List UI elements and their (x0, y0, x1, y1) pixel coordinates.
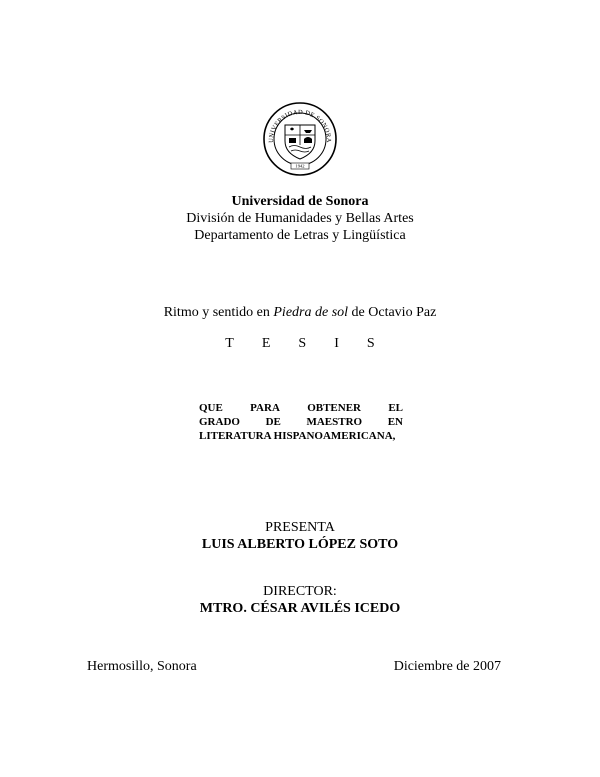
director-block (0, 583, 600, 617)
purpose-word: DE (265, 416, 281, 428)
seal-ring-text: UNIVERSIDAD DE SONORA (267, 108, 333, 143)
purpose-word: LITERATURA HISPANOAMERICANA, (199, 430, 396, 442)
purpose-word: EN (387, 416, 403, 428)
title-prefix: Ritmo y sentido en (163, 305, 274, 320)
seal-year: 1942 (295, 163, 305, 169)
tesis-letter: T (225, 336, 234, 351)
department-name: Departamento de Letras y Lingüística (194, 228, 406, 243)
purpose-word: QUE (199, 402, 223, 414)
purpose-word: GRADO (199, 416, 240, 428)
purpose-line (199, 415, 403, 429)
presenter-block (0, 519, 600, 553)
presenter-name: LUIS ALBERTO LÓPEZ SOTO (201, 537, 399, 552)
purpose-word: EL (388, 402, 403, 414)
degree-purpose (199, 401, 403, 443)
purpose-line (199, 401, 403, 415)
director-name: MTRO. CÉSAR AVILÉS ICEDO (199, 601, 401, 616)
division-name: División de Humanidades y Bellas Artes (186, 211, 414, 226)
tesis-letter: S (366, 336, 375, 351)
university-name: Universidad de Sonora (231, 194, 369, 209)
tesis-heading (0, 336, 600, 352)
presenter-label: PRESENTA (265, 520, 335, 535)
tesis-letter: S (298, 336, 307, 351)
title-suffix: de Octavio Paz (348, 305, 437, 320)
purpose-word: PARA (250, 402, 280, 414)
date: Diciembre de 2007 (393, 659, 501, 674)
director-label: DIRECTOR: (263, 584, 337, 599)
tesis-letter: E (261, 336, 271, 351)
place: Hermosillo, Sonora (87, 659, 197, 674)
purpose-word: MAESTRO (306, 416, 363, 428)
title-work: Piedra de sol (273, 305, 349, 320)
university-header (0, 193, 600, 244)
purpose-line (199, 429, 403, 443)
university-seal-icon (262, 101, 338, 177)
tesis-letter: I (334, 336, 339, 351)
thesis-title (0, 305, 600, 321)
purpose-word: OBTENER (307, 402, 361, 414)
